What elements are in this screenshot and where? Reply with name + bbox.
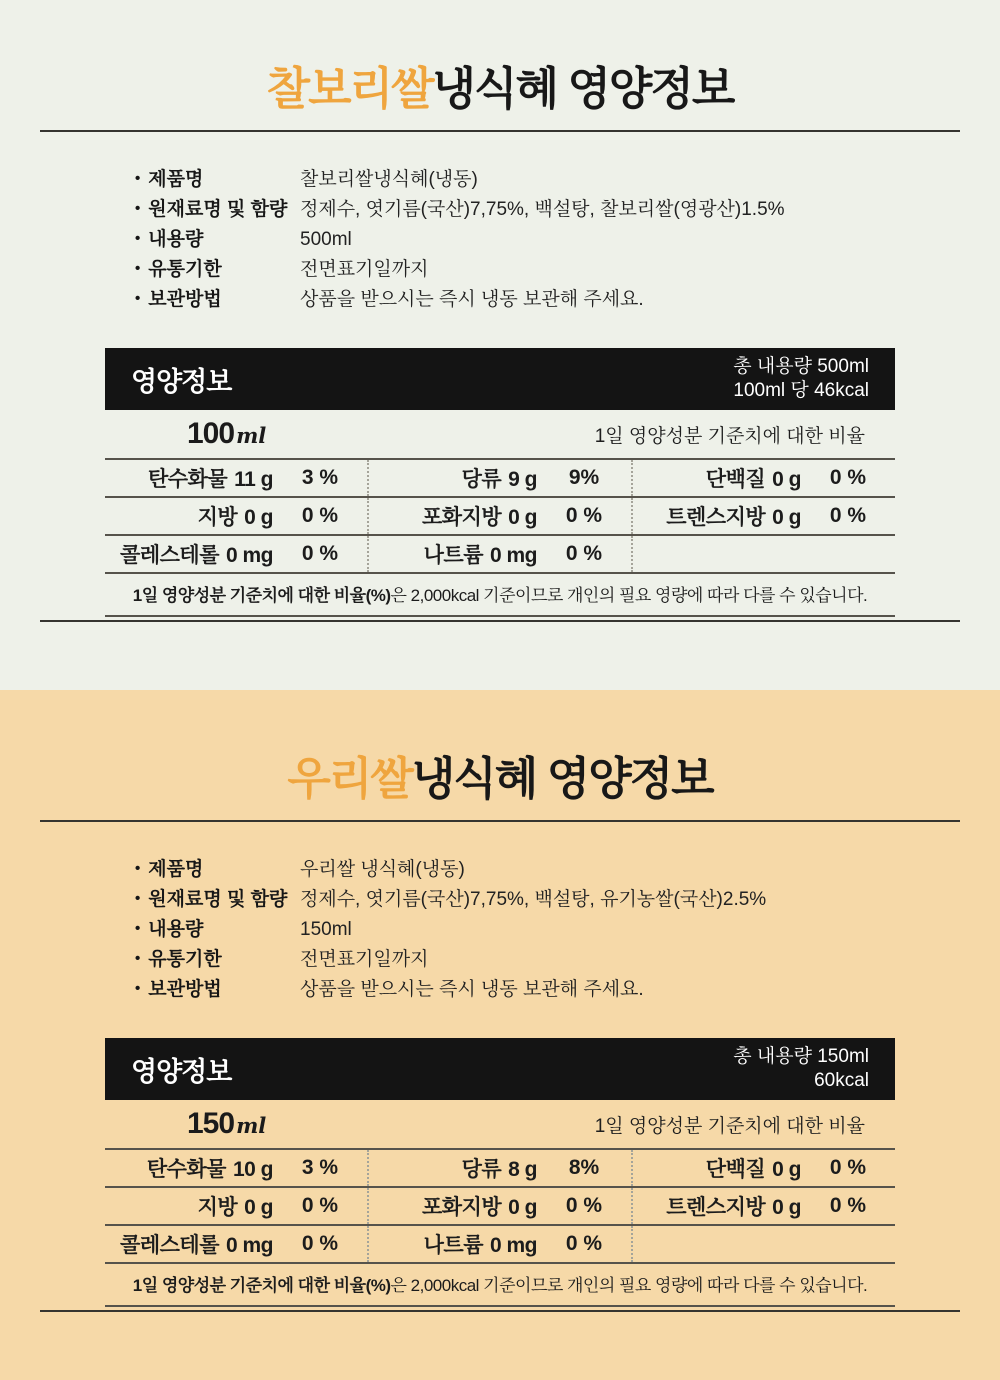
nutrient-percent: 8% bbox=[568, 1156, 600, 1179]
nutrient-cell-sugars bbox=[367, 1150, 631, 1186]
info-value: 찰보리쌀냉식혜(냉동) bbox=[300, 169, 478, 190]
serving-amount: 100 bbox=[187, 417, 235, 450]
nutrient-amount: 10 g bbox=[232, 1158, 273, 1181]
info-value: 정제수, 엿기름(국산)7,75%, 백설탕, 유기농쌀(국산)2.5% bbox=[300, 888, 767, 910]
nutrition-table bbox=[105, 458, 895, 574]
serving-unit: ml bbox=[236, 423, 267, 448]
serving-size-row bbox=[105, 1100, 895, 1148]
serving-size bbox=[187, 417, 266, 451]
nutrient-cell-protein bbox=[631, 1150, 895, 1186]
serving-unit: ml bbox=[236, 1113, 267, 1138]
info-row-volume bbox=[135, 920, 766, 940]
nutrient-percent: 3 % bbox=[301, 1156, 339, 1179]
nutrient-percent: 0 % bbox=[829, 1156, 867, 1179]
footnote-rest: 은 2,000kcal 기준이므로 개인의 필요 영량에 따라 다를 수 있습니다. bbox=[390, 1276, 868, 1295]
info-label: • 내용량 bbox=[135, 920, 300, 940]
nutrient-cell-sodium bbox=[367, 1226, 631, 1262]
nutrient-amount: 11 g bbox=[234, 468, 273, 491]
nutrient-cell-carbohydrate bbox=[105, 460, 367, 496]
nutrition-header-title: 영양정보 bbox=[131, 366, 232, 397]
nutrient-cell-empty bbox=[631, 536, 895, 572]
nutrition-row bbox=[105, 1150, 895, 1188]
nutrient-amount: 0 g bbox=[508, 1196, 537, 1219]
serving-amount: 150 bbox=[187, 1107, 235, 1140]
info-value: 상품을 받으시는 즉시 냉동 보관해 주세요. bbox=[300, 978, 644, 1000]
divider-line bbox=[40, 1310, 960, 1312]
info-label: • 유통기한 bbox=[135, 950, 300, 970]
nutrient-cell-cholesterol bbox=[105, 1226, 367, 1262]
nutrient-name: 단백질 bbox=[705, 468, 766, 491]
nutrient-percent: 0 % bbox=[301, 504, 339, 527]
nutrient-amount: 0 g bbox=[772, 468, 801, 491]
daily-value-note: 1일 영양성분 기준치에 대한 비율 bbox=[594, 1115, 865, 1137]
nutrient-cell-cholesterol bbox=[105, 536, 367, 572]
nutrient-cell-trans-fat bbox=[631, 1188, 895, 1224]
nutrient-amount: 0 g bbox=[244, 506, 273, 529]
nutrition-header-bar bbox=[105, 1038, 895, 1100]
section-title-highlight: 우리쌀 bbox=[287, 753, 412, 804]
info-label: • 보관방법 bbox=[135, 980, 300, 1000]
nutrition-header-bar bbox=[105, 348, 895, 410]
serving-size-row bbox=[105, 410, 895, 458]
info-row-storage bbox=[135, 980, 766, 1000]
info-value: 상품을 받으시는 즉시 냉동 보관해 주세요. bbox=[300, 288, 644, 310]
nutrition-row bbox=[105, 1188, 895, 1226]
nutrient-name: 단백질 bbox=[705, 1158, 766, 1181]
nutrient-amount: 0 mg bbox=[489, 544, 537, 567]
nutrition-row bbox=[105, 1226, 895, 1264]
nutrient-cell-protein bbox=[631, 460, 895, 496]
nutrient-name: 탄수화물 bbox=[146, 1158, 226, 1181]
info-label: • 제품명 bbox=[135, 170, 300, 190]
divider-line bbox=[40, 620, 960, 622]
nutrition-panel bbox=[105, 1038, 895, 1307]
divider-line bbox=[40, 130, 960, 132]
nutrient-percent: 0 % bbox=[829, 504, 867, 527]
nutrient-cell-trans-fat bbox=[631, 498, 895, 534]
footnote-bold: 1일 영양성분 기준치에 대한 비율(%) bbox=[132, 1276, 391, 1295]
daily-value-note: 1일 영양성분 기준치에 대한 비율 bbox=[594, 425, 865, 447]
nutrition-footnote bbox=[105, 1264, 895, 1307]
info-row-product-name bbox=[135, 860, 766, 880]
info-value: 150ml bbox=[300, 918, 352, 940]
nutrient-percent: 0 % bbox=[301, 1232, 339, 1255]
nutrient-amount: 0 mg bbox=[489, 1234, 537, 1257]
serving-size bbox=[187, 1107, 266, 1141]
info-value: 전면표기일까지 bbox=[300, 258, 429, 280]
nutrition-row bbox=[105, 536, 895, 574]
nutrient-percent: 0 % bbox=[829, 1194, 867, 1217]
calories-per-serving: 100ml 당 46kcal bbox=[733, 380, 869, 401]
nutrient-percent: 0 % bbox=[301, 1194, 339, 1217]
section-title-highlight: 찰보리쌀 bbox=[266, 63, 433, 114]
section-title-rest: 냉식혜 영양정보 bbox=[411, 753, 713, 804]
info-row-storage bbox=[135, 290, 785, 310]
nutrient-name: 당류 bbox=[461, 1158, 502, 1181]
section-rice-sikhye bbox=[0, 690, 1000, 1380]
nutrition-header-title: 영양정보 bbox=[131, 1056, 232, 1087]
product-info-list bbox=[135, 860, 766, 1010]
info-row-expiry bbox=[135, 260, 785, 280]
nutrient-amount: 0 g bbox=[508, 506, 537, 529]
nutrient-cell-saturated-fat bbox=[367, 1188, 631, 1224]
nutrient-name: 트렌스지방 bbox=[666, 1196, 766, 1219]
section-title bbox=[0, 0, 1000, 117]
nutrition-footnote bbox=[105, 574, 895, 617]
nutrient-name: 포화지방 bbox=[422, 1196, 502, 1219]
nutrient-amount: 0 mg bbox=[225, 1234, 273, 1257]
info-label: • 유통기한 bbox=[135, 260, 300, 280]
nutrient-percent: 0 % bbox=[565, 542, 603, 565]
nutrient-amount: 0 g bbox=[772, 506, 801, 529]
info-row-expiry bbox=[135, 950, 766, 970]
nutrient-percent: 9% bbox=[568, 466, 600, 489]
nutrient-cell-sodium bbox=[367, 536, 631, 572]
section-title-rest: 냉식혜 영양정보 bbox=[432, 63, 734, 114]
info-value: 전면표기일까지 bbox=[300, 948, 429, 970]
total-volume: 총 내용량 150ml bbox=[733, 1046, 869, 1068]
nutrient-percent: 0 % bbox=[301, 542, 339, 565]
nutrient-name: 트렌스지방 bbox=[666, 506, 766, 529]
nutrient-name: 콜레스테롤 bbox=[120, 1234, 219, 1257]
info-label: • 원재료명 및 함량 bbox=[135, 890, 300, 910]
divider-line bbox=[40, 820, 960, 822]
nutrient-amount: 0 g bbox=[244, 1196, 273, 1219]
info-row-ingredients bbox=[135, 200, 785, 220]
nutrient-cell-fat bbox=[105, 498, 367, 534]
info-label: • 원재료명 및 함량 bbox=[135, 200, 300, 220]
nutrient-name: 당류 bbox=[461, 468, 502, 491]
nutrition-table bbox=[105, 1148, 895, 1264]
nutrient-name: 탄수화물 bbox=[147, 468, 228, 491]
nutrient-name: 지방 bbox=[197, 506, 238, 529]
nutrient-cell-saturated-fat bbox=[367, 498, 631, 534]
info-value: 우리쌀 냉식혜(냉동) bbox=[300, 859, 465, 880]
nutrition-total-amounts bbox=[733, 355, 869, 403]
info-row-volume bbox=[135, 230, 785, 250]
nutrient-name: 포화지방 bbox=[422, 506, 502, 529]
nutrient-amount: 8 g bbox=[508, 1158, 537, 1181]
nutrient-name: 콜레스테롤 bbox=[120, 544, 219, 567]
info-row-product-name bbox=[135, 170, 785, 190]
nutrient-amount: 0 g bbox=[772, 1158, 801, 1181]
info-value: 500ml bbox=[300, 228, 352, 250]
nutrient-percent: 0 % bbox=[829, 466, 867, 489]
info-label: • 내용량 bbox=[135, 230, 300, 250]
calories-per-serving: 60kcal bbox=[814, 1070, 869, 1091]
nutrient-amount: 9 g bbox=[508, 468, 537, 491]
product-info-list bbox=[135, 170, 785, 320]
nutrient-percent: 0 % bbox=[565, 1232, 603, 1255]
nutrient-cell-sugars bbox=[367, 460, 631, 496]
nutrient-amount: 0 g bbox=[772, 1196, 801, 1219]
footnote-rest: 은 2,000kcal 기준이므로 개인의 필요 영량에 따라 다를 수 있습니다. bbox=[390, 586, 868, 605]
nutrition-total-amounts bbox=[733, 1045, 869, 1093]
nutrient-cell-empty bbox=[631, 1226, 895, 1262]
nutrition-row bbox=[105, 498, 895, 536]
nutrient-name: 나트륨 bbox=[423, 544, 483, 567]
nutrient-cell-fat bbox=[105, 1188, 367, 1224]
nutrient-cell-carbohydrate bbox=[105, 1150, 367, 1186]
nutrient-amount: 0 mg bbox=[225, 544, 273, 567]
nutrient-name: 나트륨 bbox=[423, 1234, 483, 1257]
nutrient-percent: 3 % bbox=[301, 466, 339, 489]
footnote-bold: 1일 영양성분 기준치에 대한 비율(%) bbox=[132, 586, 391, 605]
nutrition-panel bbox=[105, 348, 895, 617]
nutrient-percent: 0 % bbox=[565, 504, 603, 527]
info-value: 정제수, 엿기름(국산)7,75%, 백설탕, 찰보리쌀(영광산)1.5% bbox=[300, 198, 785, 220]
nutrient-percent: 0 % bbox=[565, 1194, 603, 1217]
nutrient-name: 지방 bbox=[197, 1196, 238, 1219]
info-label: • 보관방법 bbox=[135, 290, 300, 310]
info-row-ingredients bbox=[135, 890, 766, 910]
info-label: • 제품명 bbox=[135, 860, 300, 880]
nutrition-row bbox=[105, 460, 895, 498]
section-title bbox=[0, 690, 1000, 807]
total-volume: 총 내용량 500ml bbox=[733, 356, 869, 378]
